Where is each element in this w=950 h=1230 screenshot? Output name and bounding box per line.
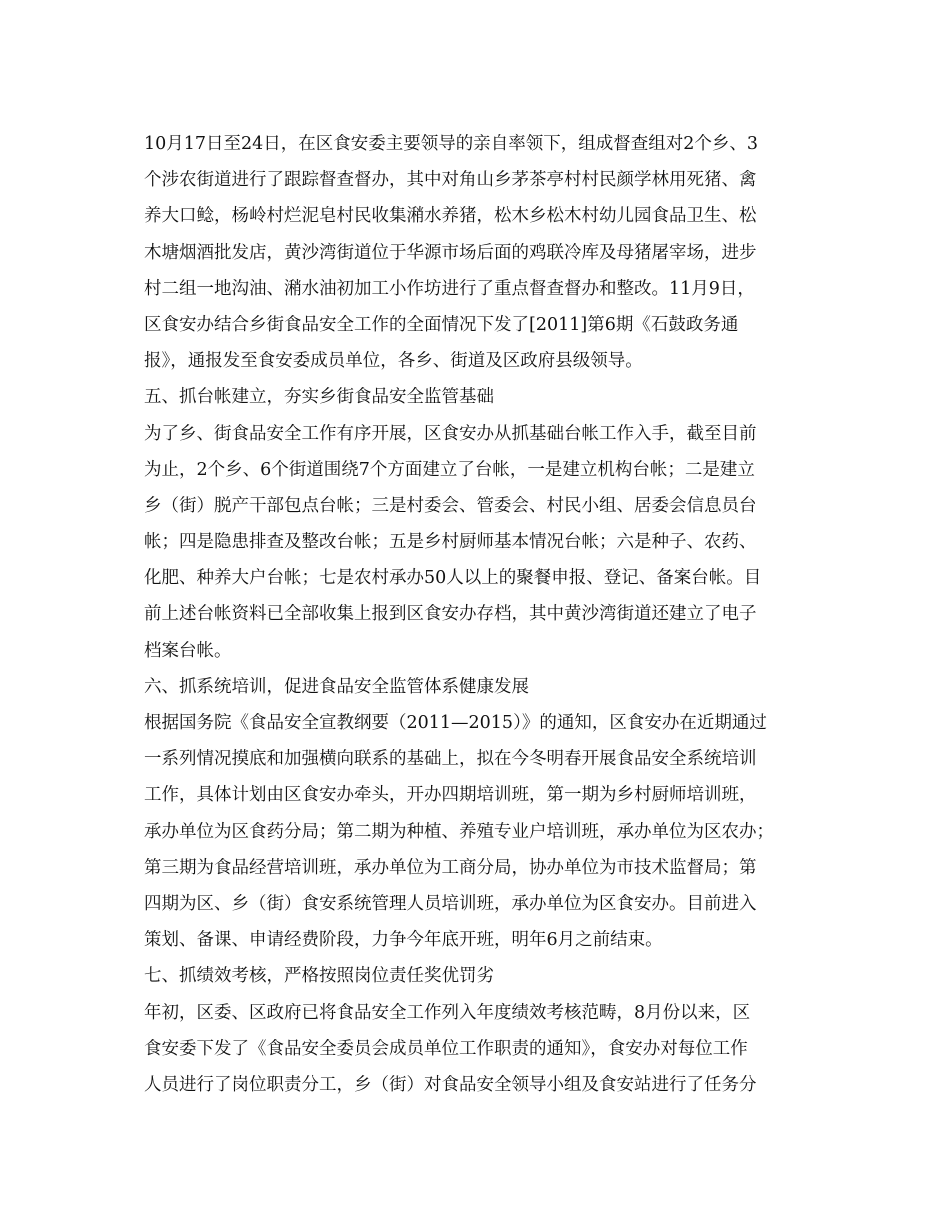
body-text-line: 工作，具体计划由区食安办牵头，开办四期培训班，第一期为乡村厨师培训班， — [144, 785, 757, 806]
body-text-line: 四期为区、乡（街）食安系统管理人员培训班，承办单位为区食安办。目前进入 — [144, 893, 757, 914]
body-text-line: 为止，2个乡、6个街道围绕7个方面建立了台帐，一是建立机构台帐；二是建立 — [144, 459, 755, 480]
body-text-line: 一系列情况摸底和加强横向联系的基础上，拟在今冬明春开展食品安全系统培训 — [144, 749, 757, 770]
body-text-line: 承办单位为区食药分局；第二期为种植、养殖专业户培训班，承办单位为区农办； — [144, 821, 774, 842]
body-text-line: 个涉农街道进行了跟踪督查督办，其中对角山乡茅茶亭村村民颜学林用死猪、禽 — [144, 170, 757, 191]
body-text-line: 食安委下发了《食品安全委员会成员单位工作职责的通知》，食安办对每位工作 — [144, 1038, 748, 1059]
body-text-line: 报》，通报发至食安委成员单位，各乡、街道及区政府县级领导。 — [144, 351, 643, 372]
body-text-line: 养大口鲶，杨岭村烂泥皂村民收集潲水养猪，松木乡松木村幼儿园食品卫生、松 — [144, 206, 757, 227]
body-text-line: 策划、备课、申请经费阶段，力争今年底开班，明年6月之前结束。 — [144, 930, 663, 951]
section-heading: 六、抓系统培训，促进食品安全监管体系健康发展 — [144, 676, 529, 697]
body-text-line: 乡（街）脱产干部包点台帐；三是村委会、管委会、村民小组、居委会信息员台 — [144, 495, 757, 516]
body-text-line: 第三期为食品经营培训班，承办单位为工商分局，协办单位为市技术监督局；第 — [144, 857, 757, 878]
body-text-line: 化肥、种养大户台帐；七是农村承办50人以上的聚餐申报、登记、备案台帐。目 — [144, 568, 762, 589]
body-text-line: 根据国务院《食品安全宣教纲要（2011—2015）》的通知，区食安办在近期通过 — [144, 713, 767, 733]
body-text-line: 为了乡、街食品安全工作有序开展，区食安办从抓基础台帐工作入手，截至目前 — [144, 423, 757, 444]
body-text-line: 帐；四是隐患排查及整改台帐；五是乡村厨师基本情况台帐；六是种子、农药、 — [144, 532, 757, 553]
body-text-line: 人员进行了岗位职责分工，乡（街）对食品安全领导小组及食安站进行了任务分 — [144, 1074, 757, 1095]
body-text-line: 木塘烟酒批发店，黄沙湾街道位于华源市场后面的鸡联冷库及母猪屠宰场，进步 — [144, 242, 757, 263]
section-heading: 五、抓台帐建立，夯实乡街食品安全监管基础 — [144, 387, 494, 408]
section-heading: 七、抓绩效考核，严格按照岗位责任奖优罚劣 — [144, 966, 494, 987]
body-text-line: 村二组一地沟油、潲水油初加工小作坊进行了重点督查督办和整改。11月9日， — [144, 278, 755, 299]
body-text-line: 区食安办结合乡街食品安全工作的全面情况下发了[2011]第6期《石鼓政务通 — [144, 314, 739, 335]
body-text-line: 前上述台帐资料已全部收集上报到区食安办存档，其中黄沙湾街道还建立了电子 — [144, 604, 757, 625]
body-text-line: 档案台帐。 — [144, 640, 232, 661]
document-body — [144, 126, 814, 1103]
body-text-line: 10月17日至24日，在区食安委主要领导的亲自率领下，组成督查组对2个乡、3 — [144, 134, 759, 154]
body-text-line: 年初，区委、区政府已将食品安全工作列入年度绩效考核范畴，8月份以来，区 — [144, 1002, 751, 1023]
